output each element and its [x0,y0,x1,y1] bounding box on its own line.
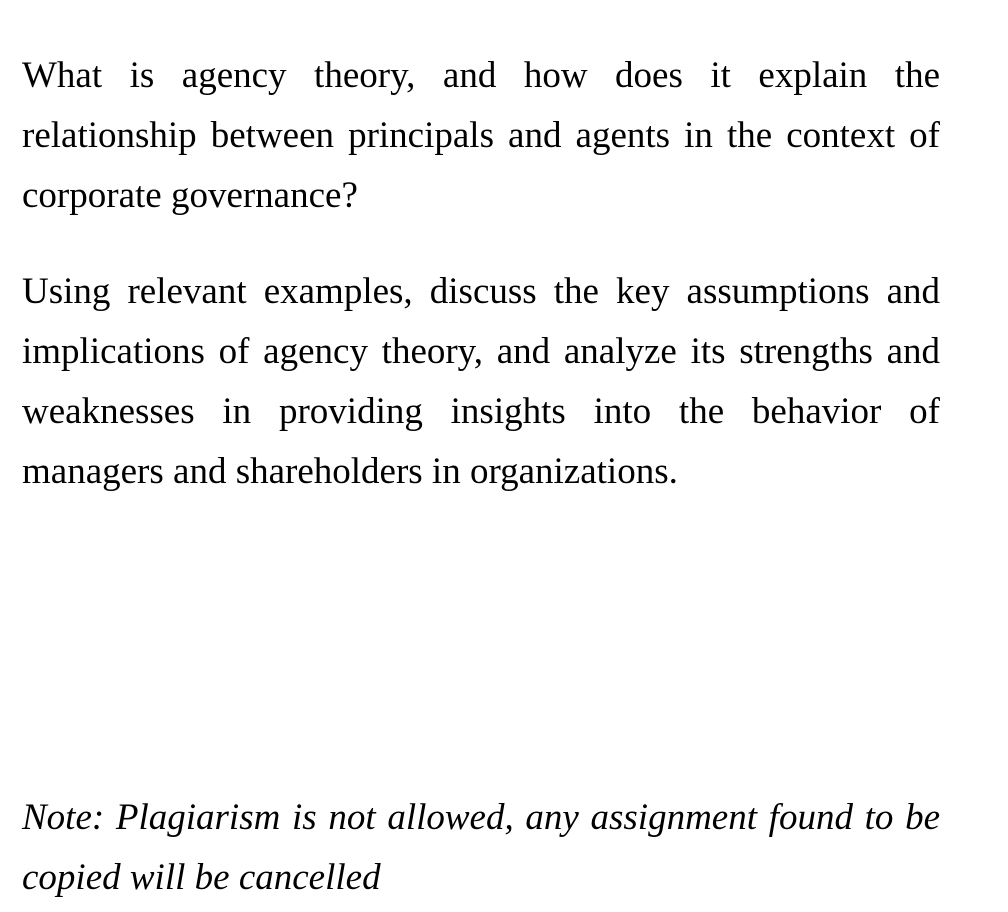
plagiarism-note: Note: Plagiarism is not allowed, any assignment found to be copied will be cancelled [22,797,940,898]
question-paragraph: What is agency theory, and how does it explain the relationship between principals and agents in the context of corporate governance? [22,55,940,216]
document-page [22,0,940,912]
instruction-paragraph: Using relevant examples, discuss the key assumptions and implications of agency theory, and analyze its strengths and weaknesses in providing insights into the behavior of managers and shareholders in organizations. [22,271,940,492]
